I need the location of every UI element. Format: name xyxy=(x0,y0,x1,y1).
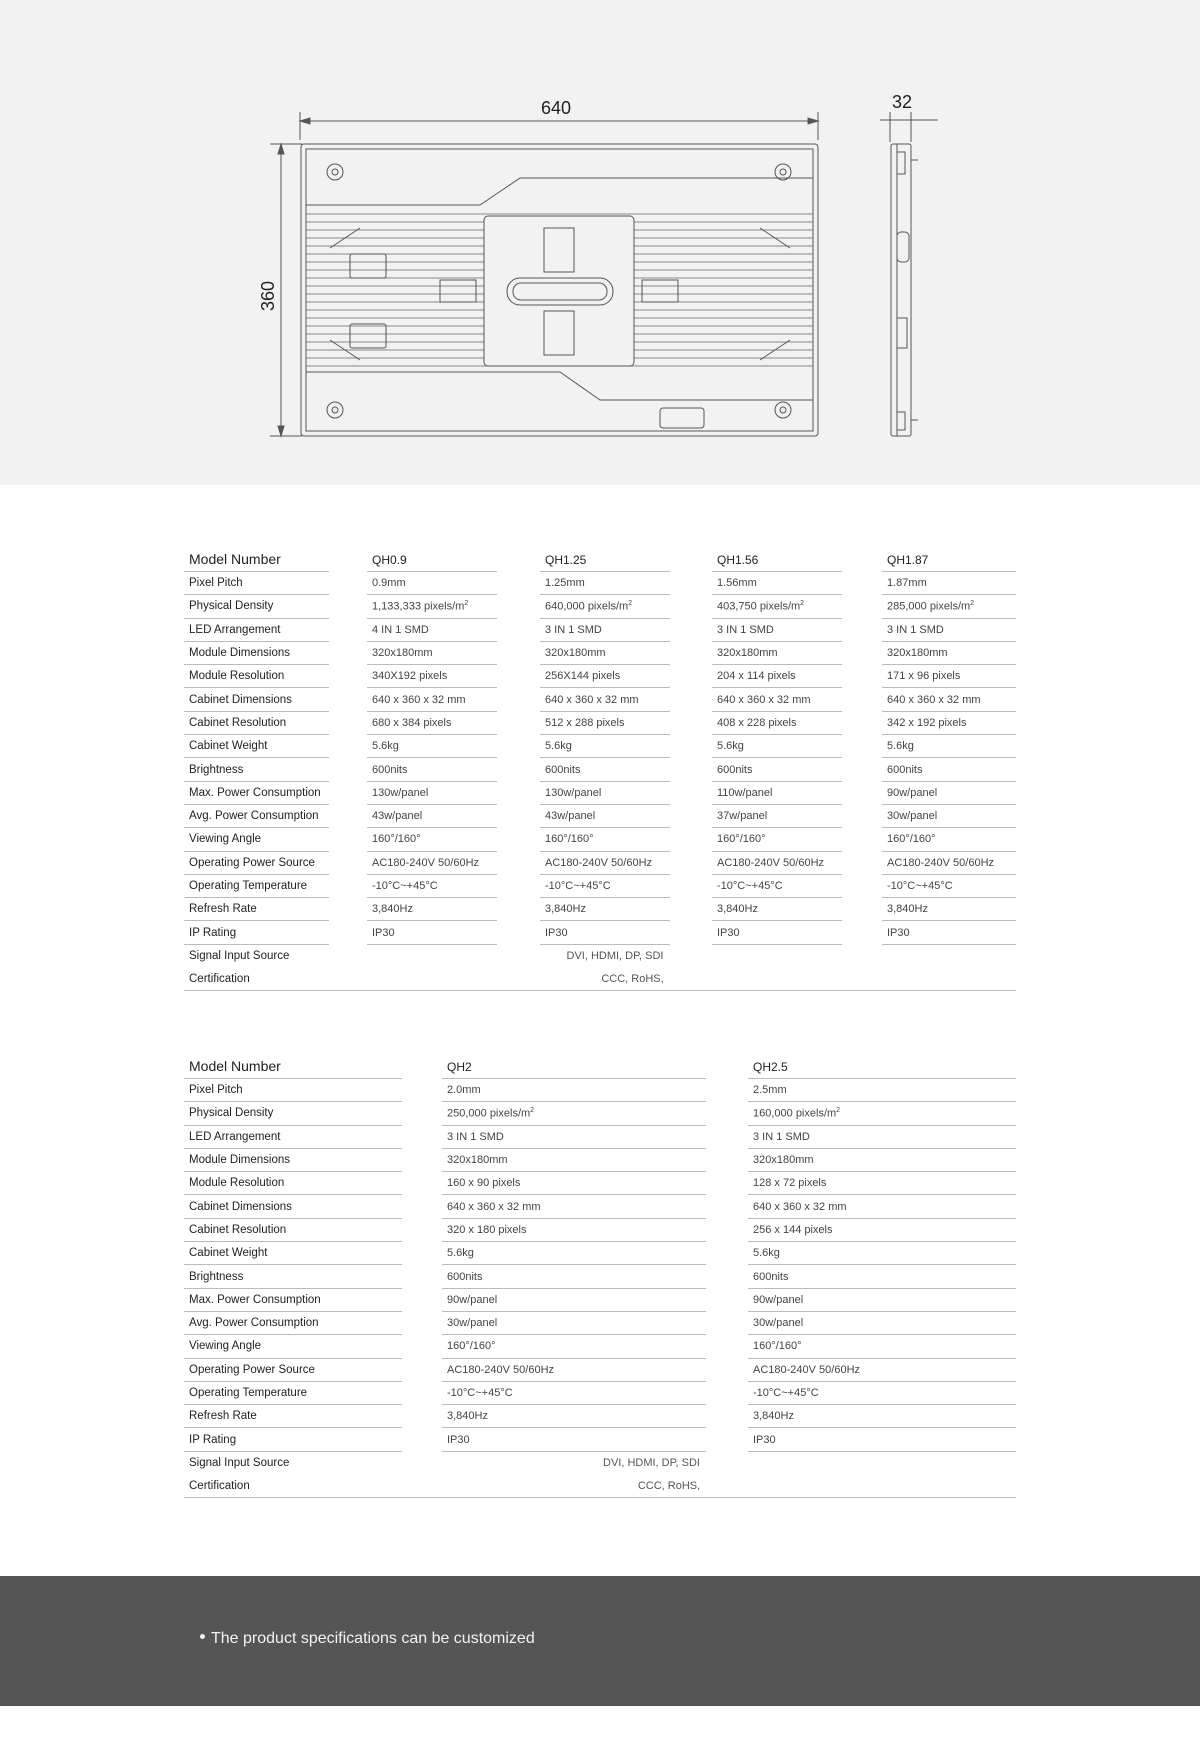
spec-value: 43w/panel xyxy=(540,805,670,828)
spec-value: 90w/panel xyxy=(748,1289,1016,1312)
bullet-icon xyxy=(200,1634,205,1639)
spec-value: IP30 xyxy=(712,921,842,944)
spec-value: 5.6kg xyxy=(712,735,842,758)
spec-value: 320x180mm xyxy=(442,1149,706,1172)
spec-row xyxy=(184,782,1016,805)
spec-value: 3,840Hz xyxy=(882,898,1016,921)
spec-value: 3 IN 1 SMD xyxy=(712,619,842,642)
spec-value: 640 x 360 x 32 mm xyxy=(882,688,1016,711)
spec-label: Certification xyxy=(184,968,329,991)
spec-label: Cabinet Dimensions xyxy=(184,1195,402,1218)
spec-value: 160°/160° xyxy=(442,1335,706,1358)
spec-value: 160,000 pixels/$m^2$ xyxy=(748,1102,1016,1125)
certification-row xyxy=(184,1475,1016,1498)
spec-value: 0.9mm xyxy=(367,572,497,595)
spec-value: 3 IN 1 SMD xyxy=(540,619,670,642)
spec-value: 600nits xyxy=(712,758,842,781)
spec-value: 250,000 pixels/$m^2$ xyxy=(442,1102,706,1125)
spec-value: 285,000 pixels/$m^2$ xyxy=(882,595,1016,618)
spec-value: IP30 xyxy=(748,1428,1016,1451)
spec-row xyxy=(184,1195,1016,1218)
spec-value: 408 x 228 pixels xyxy=(712,712,842,735)
spec-value: 160°/160° xyxy=(367,828,497,851)
spec-value: 2.5mm xyxy=(748,1079,1016,1102)
spec-value: 1.25mm xyxy=(540,572,670,595)
spec-row xyxy=(184,1102,1016,1125)
spec-value: 640 x 360 x 32 mm xyxy=(367,688,497,711)
spec-row xyxy=(184,875,1016,898)
spec-row xyxy=(184,921,1016,944)
spec-value: 320x180mm xyxy=(367,642,497,665)
spec-value: 1.87mm xyxy=(882,572,1016,595)
spec-value: 320x180mm xyxy=(882,642,1016,665)
spec-label: Signal Input Source xyxy=(189,950,290,963)
spec-value: IP30 xyxy=(540,921,670,944)
customization-note xyxy=(200,1630,535,1648)
spec-value: 3 IN 1 SMD xyxy=(882,619,1016,642)
spec-value: 90w/panel xyxy=(442,1289,706,1312)
spec-label: Pixel Pitch xyxy=(184,1079,402,1102)
spec-value: 4 IN 1 SMD xyxy=(367,619,497,642)
spec-value: 128 x 72 pixels xyxy=(748,1172,1016,1195)
spec-row xyxy=(184,1428,1016,1451)
spec-label: Signal Input Source xyxy=(189,1457,290,1470)
spec-row xyxy=(184,688,1016,711)
spec-label: Viewing Angle xyxy=(184,828,329,851)
spec-row xyxy=(184,572,1016,595)
spec-label: Brightness xyxy=(184,758,329,781)
spec-value: -10°C~+45°C xyxy=(712,875,842,898)
spec-value: 3 IN 1 SMD xyxy=(442,1126,706,1149)
spec-row xyxy=(184,805,1016,828)
spec-row xyxy=(184,1079,1016,1102)
spec-value: 160°/160° xyxy=(748,1335,1016,1358)
spec-value: 600nits xyxy=(442,1265,706,1288)
model-number-label: Model Number xyxy=(184,542,329,572)
spec-value: 3,840Hz xyxy=(748,1405,1016,1428)
spec-value: -10°C~+45°C xyxy=(540,875,670,898)
spec-value: 90w/panel xyxy=(882,782,1016,805)
spec-value: 3,840Hz xyxy=(712,898,842,921)
spec-label: IP Rating xyxy=(184,921,329,944)
spec-value: 320x180mm xyxy=(712,642,842,665)
spec-row xyxy=(184,898,1016,921)
spec-label: Physical Density xyxy=(184,1102,402,1125)
spec-value: 256X144 pixels xyxy=(540,665,670,688)
spec-value: -10°C~+45°C xyxy=(367,875,497,898)
spec-value: 600nits xyxy=(540,758,670,781)
spec-value: 340X192 pixels xyxy=(367,665,497,688)
spec-label: Refresh Rate xyxy=(184,1405,402,1428)
spec-row xyxy=(184,1172,1016,1195)
spec-label: Refresh Rate xyxy=(184,898,329,921)
height-dimension-label: 360 xyxy=(258,280,278,312)
spec-row xyxy=(184,758,1016,781)
spec-value: IP30 xyxy=(367,921,497,944)
cabinet-drawing-section xyxy=(0,0,1200,485)
spec-value: 640,000 pixels/$m^2$ xyxy=(540,595,670,618)
spec-value: 43w/panel xyxy=(367,805,497,828)
model-header-row xyxy=(184,1049,1016,1079)
spec-value: 3 IN 1 SMD xyxy=(748,1126,1016,1149)
spec-value: -10°C~+45°C xyxy=(442,1382,706,1405)
spec-label: Cabinet Weight xyxy=(184,735,329,758)
spec-label: Module Dimensions xyxy=(184,642,329,665)
spec-row xyxy=(184,619,1016,642)
spec-value: 204 x 114 pixels xyxy=(712,665,842,688)
spec-value: 680 x 384 pixels xyxy=(367,712,497,735)
spec-value: 5.6kg xyxy=(367,735,497,758)
spec-label: LED Arrangement xyxy=(184,619,329,642)
spec-row xyxy=(184,1312,1016,1335)
model-name: QH1.25 xyxy=(540,542,670,572)
spec-value: 5.6kg xyxy=(748,1242,1016,1265)
spec-row xyxy=(184,1382,1016,1405)
spec-label: Module Resolution xyxy=(184,1172,402,1195)
spec-value: 640 x 360 x 32 mm xyxy=(442,1195,706,1218)
model-name: QH0.9 xyxy=(367,542,497,572)
spec-value: 5.6kg xyxy=(442,1242,706,1265)
spec-value: 1.56mm xyxy=(712,572,842,595)
model-number-label: Model Number xyxy=(184,1049,402,1079)
spec-value: 5.6kg xyxy=(540,735,670,758)
spec-value: 640 x 360 x 32 mm xyxy=(540,688,670,711)
spec-value: AC180-240V 50/60Hz xyxy=(442,1359,706,1382)
spec-value: 640 x 360 x 32 mm xyxy=(712,688,842,711)
spec-label: Cabinet Resolution xyxy=(184,1219,402,1242)
spec-label: Max. Power Consumption xyxy=(184,1289,402,1312)
model-header-row xyxy=(184,542,1016,572)
spec-value: 37w/panel xyxy=(712,805,842,828)
spec-label: Operating Temperature xyxy=(184,875,329,898)
spec-label: Brightness xyxy=(184,1265,402,1288)
spec-row xyxy=(184,1289,1016,1312)
spec-value: -10°C~+45°C xyxy=(882,875,1016,898)
spec-value: AC180-240V 50/60Hz xyxy=(540,852,670,875)
spec-label: Operating Power Source xyxy=(184,852,329,875)
cabinet-drawing xyxy=(0,0,1200,485)
certification-row xyxy=(184,968,1016,991)
signal-input-row xyxy=(184,1452,1016,1475)
spec-value: 640 x 360 x 32 mm xyxy=(748,1195,1016,1218)
spec-value: IP30 xyxy=(882,921,1016,944)
spec-value: 30w/panel xyxy=(442,1312,706,1335)
spec-value: 160 x 90 pixels xyxy=(442,1172,706,1195)
spec-value: 3,840Hz xyxy=(367,898,497,921)
spec-value: 5.6kg xyxy=(882,735,1016,758)
spec-value: 130w/panel xyxy=(540,782,670,805)
spec-row xyxy=(184,665,1016,688)
width-dimension-label: 640 xyxy=(540,98,572,118)
spec-label: Cabinet Resolution xyxy=(184,712,329,735)
spec-value: AC180-240V 50/60Hz xyxy=(882,852,1016,875)
spec-label: Max. Power Consumption xyxy=(184,782,329,805)
spec-row xyxy=(184,1359,1016,1382)
spec-row xyxy=(184,735,1016,758)
spec-value: 512 x 288 pixels xyxy=(540,712,670,735)
spec-label: Operating Temperature xyxy=(184,1382,402,1405)
spec-row xyxy=(184,1126,1016,1149)
spec-label: Module Resolution xyxy=(184,665,329,688)
spec-value: 403,750 pixels/$m^2$ xyxy=(712,595,842,618)
spec-label: Certification xyxy=(184,1475,402,1498)
spec-value: 256 x 144 pixels xyxy=(748,1219,1016,1242)
certification-value: CCC, RoHS, xyxy=(402,1475,1016,1498)
spec-row xyxy=(184,712,1016,735)
spec-row xyxy=(184,852,1016,875)
customization-note-text: The product specifications can be customized xyxy=(211,1630,535,1647)
depth-dimension-label: 32 xyxy=(891,92,913,112)
model-name: QH2.5 xyxy=(748,1049,1016,1079)
spec-row xyxy=(184,1335,1016,1358)
spec-value: 30w/panel xyxy=(882,805,1016,828)
spec-value: 600nits xyxy=(367,758,497,781)
spec-label: IP Rating xyxy=(184,1428,402,1451)
spec-value: 130w/panel xyxy=(367,782,497,805)
spec-row xyxy=(184,1149,1016,1172)
spec-label: Module Dimensions xyxy=(184,1149,402,1172)
signal-input-value: DVI, HDMI, DP, SDI xyxy=(566,950,664,963)
spec-value: 160°/160° xyxy=(712,828,842,851)
spec-value: 171 x 96 pixels xyxy=(882,665,1016,688)
spec-value: 320x180mm xyxy=(540,642,670,665)
spec-row xyxy=(184,1242,1016,1265)
spec-table-2 xyxy=(184,1049,1016,1498)
spec-value: IP30 xyxy=(442,1428,706,1451)
spec-value: 600nits xyxy=(748,1265,1016,1288)
spec-row xyxy=(184,1265,1016,1288)
spec-row xyxy=(184,1219,1016,1242)
spec-value: 600nits xyxy=(882,758,1016,781)
spec-label: LED Arrangement xyxy=(184,1126,402,1149)
spec-label: Cabinet Weight xyxy=(184,1242,402,1265)
spec-value: AC180-240V 50/60Hz xyxy=(712,852,842,875)
spec-value: AC180-240V 50/60Hz xyxy=(748,1359,1016,1382)
spec-value: 342 x 192 pixels xyxy=(882,712,1016,735)
spec-value: -10°C~+45°C xyxy=(748,1382,1016,1405)
spec-value: 1,133,333 pixels/$m^2$ xyxy=(367,595,497,618)
spec-label: Pixel Pitch xyxy=(184,572,329,595)
spec-row xyxy=(184,828,1016,851)
spec-label: Viewing Angle xyxy=(184,1335,402,1358)
spec-value: 3,840Hz xyxy=(442,1405,706,1428)
spec-value: 2.0mm xyxy=(442,1079,706,1102)
spec-label: Avg. Power Consumption xyxy=(184,1312,402,1335)
spec-row xyxy=(184,595,1016,618)
model-name: QH1.56 xyxy=(712,542,842,572)
spec-label: Operating Power Source xyxy=(184,1359,402,1382)
spec-label: Cabinet Dimensions xyxy=(184,688,329,711)
spec-row xyxy=(184,642,1016,665)
spec-label: Avg. Power Consumption xyxy=(184,805,329,828)
spec-value: 110w/panel xyxy=(712,782,842,805)
model-name: QH2 xyxy=(442,1049,706,1079)
model-name: QH1.87 xyxy=(882,542,1016,572)
spec-value: 30w/panel xyxy=(748,1312,1016,1335)
spec-table-1 xyxy=(184,542,1016,991)
spec-value: AC180-240V 50/60Hz xyxy=(367,852,497,875)
spec-value: 160°/160° xyxy=(882,828,1016,851)
spec-value: 3,840Hz xyxy=(540,898,670,921)
certification-value: CCC, RoHS, xyxy=(329,968,1016,991)
spec-row xyxy=(184,1405,1016,1428)
spec-label: Physical Density xyxy=(184,595,329,618)
signal-input-row xyxy=(184,945,1016,968)
spec-value: 320x180mm xyxy=(748,1149,1016,1172)
spec-value: 160°/160° xyxy=(540,828,670,851)
spec-value: 320 x 180 pixels xyxy=(442,1219,706,1242)
signal-input-value: DVI, HDMI, DP, SDI xyxy=(603,1457,700,1470)
footer-band xyxy=(0,1576,1200,1706)
